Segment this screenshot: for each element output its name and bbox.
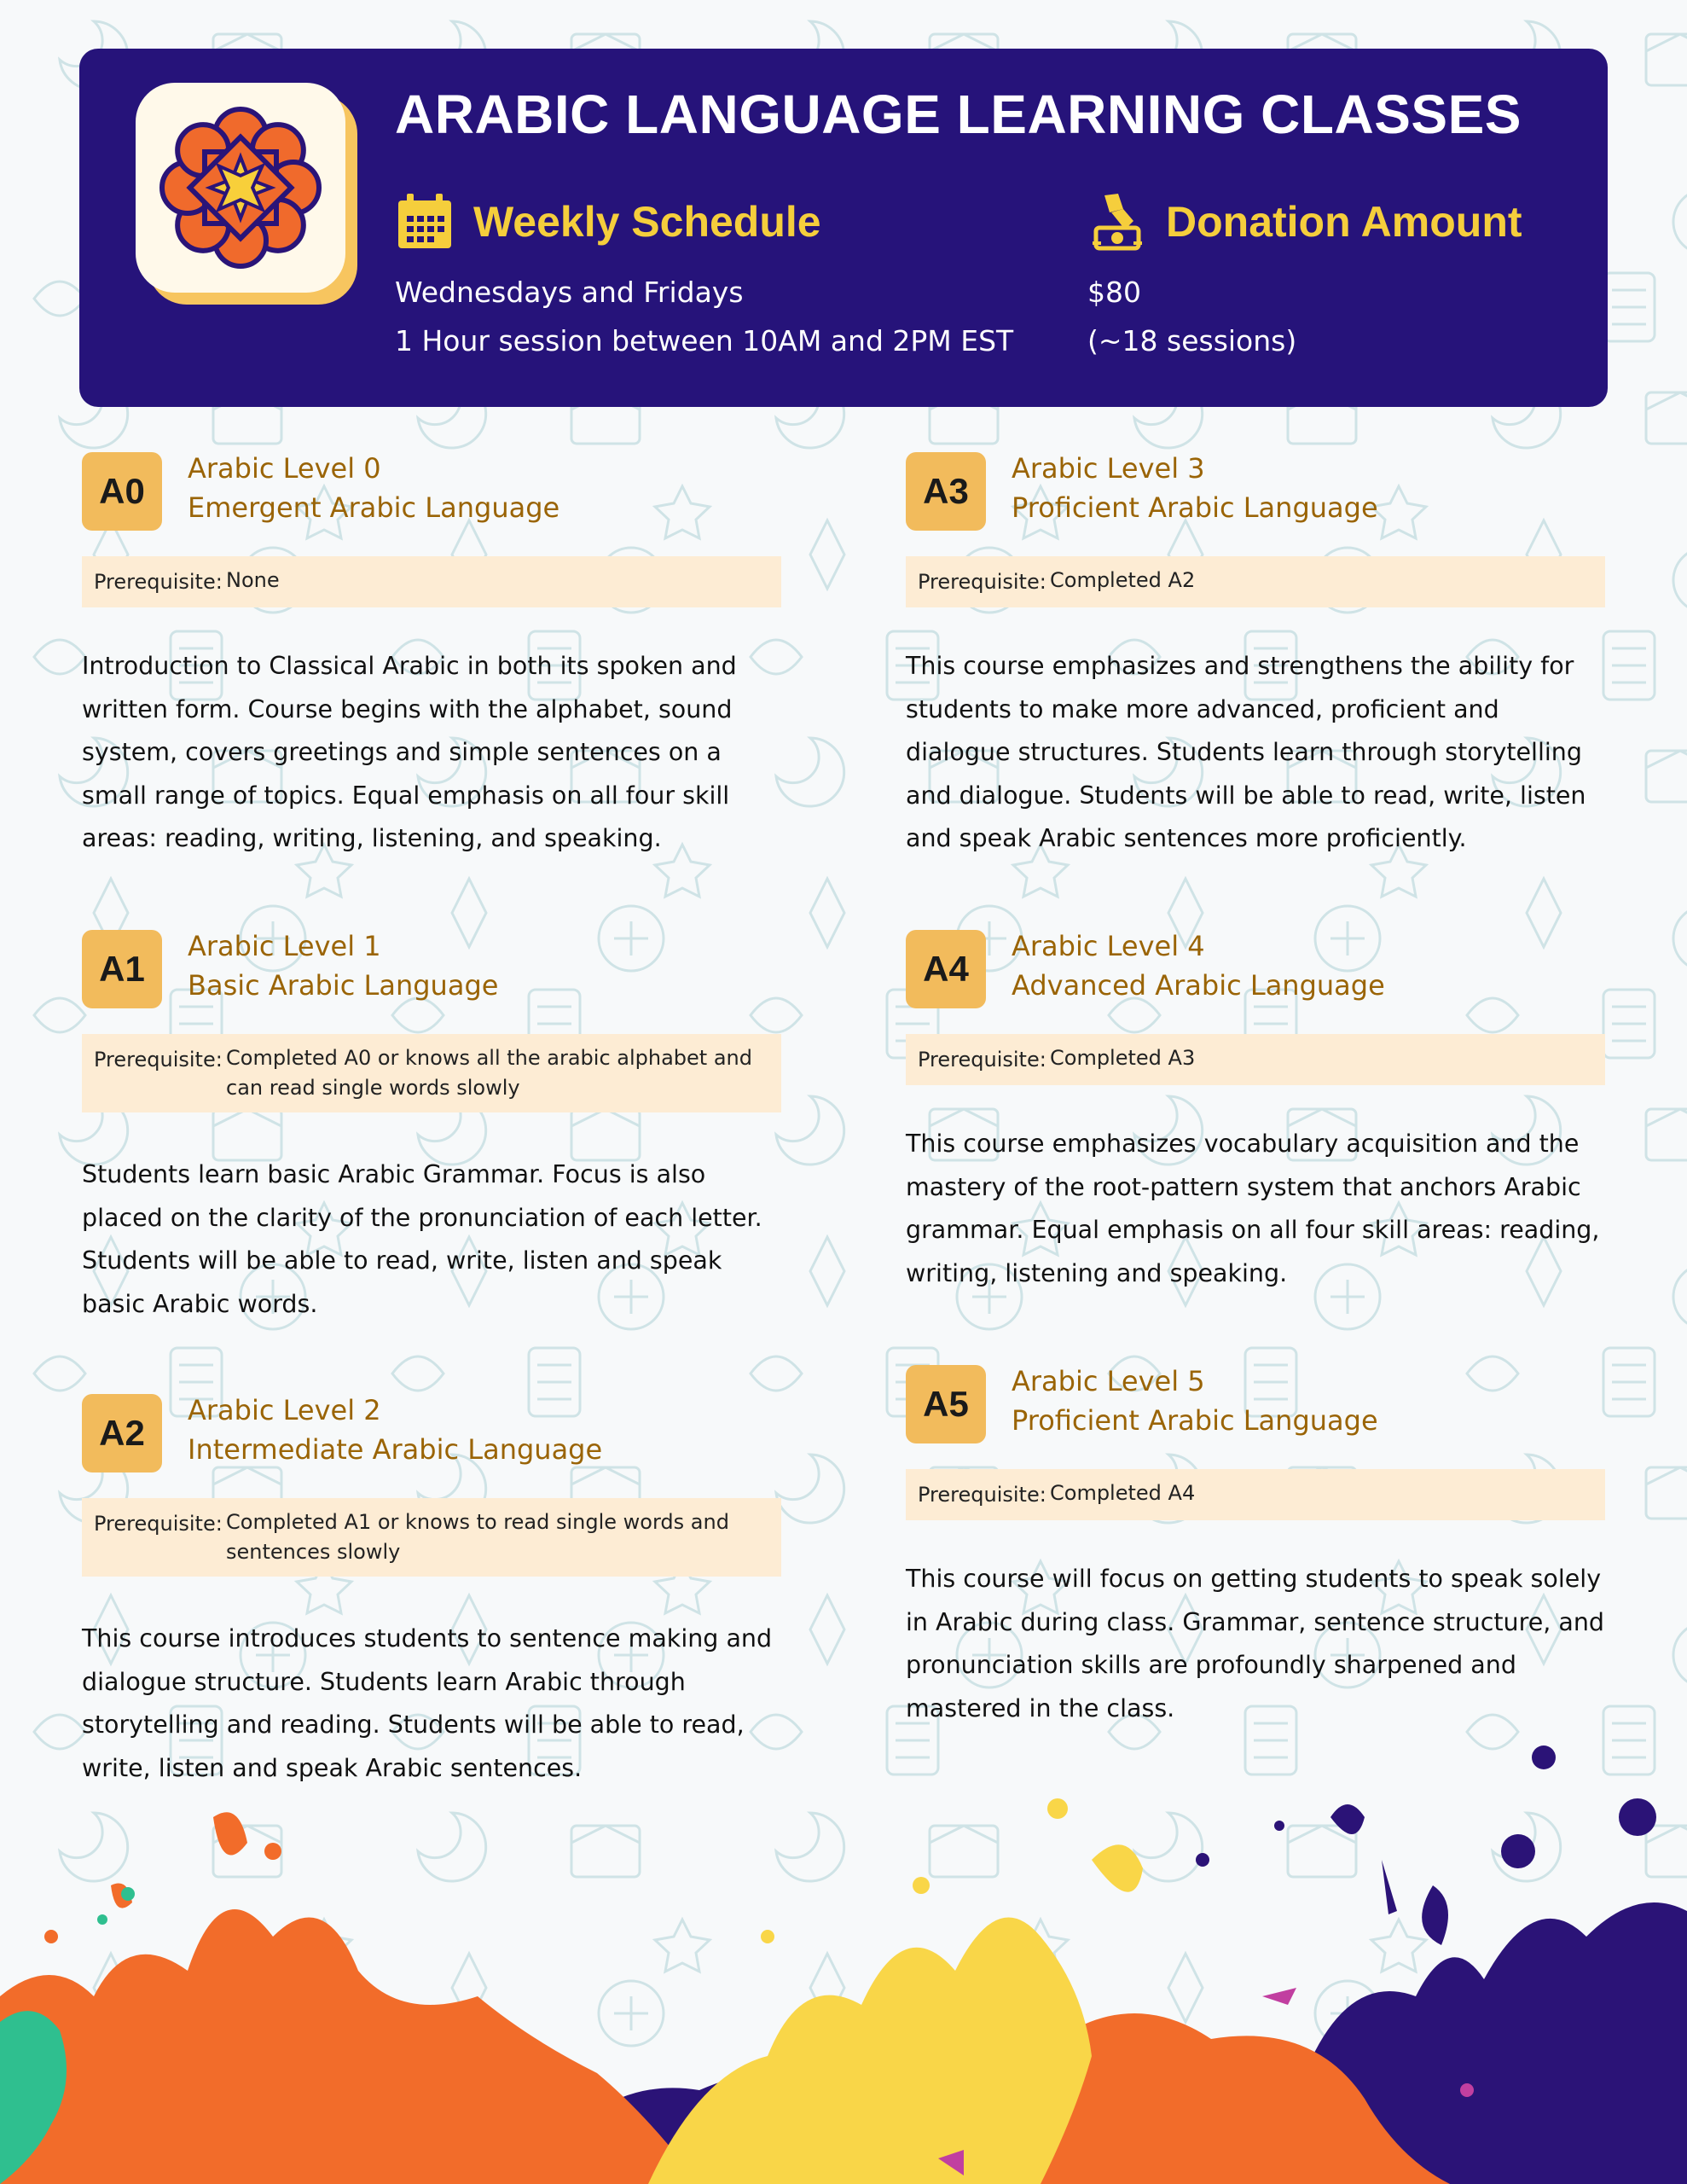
- weekly-schedule-block: [395, 192, 1013, 357]
- prerequisite-value: Completed A0 or knows all the arabic alphabet and can read single words slowly: [226, 1046, 752, 1100]
- header-banner: [79, 49, 1608, 407]
- level-subtitle: Basic Arabic Language: [188, 969, 499, 1002]
- prerequisite-value: Completed A4: [1050, 1481, 1196, 1505]
- level-badge: A0: [82, 452, 162, 531]
- level-name: Arabic Level 0: [188, 452, 381, 485]
- prerequisite-label: Prerequisite:: [94, 1512, 223, 1536]
- course-description: Students learn basic Arabic Grammar. Focus is also placed on the clarity of the pronunciation of each letter. Students will be able to read, write, listen and speak basic Arabic words.: [82, 1160, 762, 1318]
- prerequisite-label: Prerequisite:: [918, 570, 1046, 594]
- level-name: Arabic Level 1: [188, 930, 381, 962]
- geometric-star-logo-icon: [151, 98, 330, 277]
- course-description: This course emphasizes vocabulary acquisition and the mastery of the root-pattern system that anchors Arabic grammar. Equal emphasis on all four skill areas: reading, writing, listening and speaking.: [906, 1130, 1600, 1287]
- prerequisite-label: Prerequisite:: [918, 1048, 1046, 1072]
- level-subtitle: Emergent Arabic Language: [188, 491, 560, 524]
- prerequisite-value: None: [226, 568, 280, 592]
- prerequisite-label: Prerequisite:: [918, 1483, 1046, 1507]
- prerequisite-value: Completed A2: [1050, 568, 1196, 592]
- page-title: ARABIC LANGUAGE LEARNING CLASSES: [395, 84, 1522, 145]
- course-description: This course will focus on getting students to speak solely in Arabic during class. Grammar, sentence structure, and pronunciation skills are profoundly sharpened and mastered in the class.: [906, 1565, 1604, 1722]
- logo: [136, 83, 357, 305]
- schedule-days: Wednesdays and Fridays: [395, 276, 744, 309]
- level-subtitle: Proficient Arabic Language: [1012, 491, 1378, 524]
- donation-hand-icon: [1087, 192, 1147, 252]
- level-badge: A4: [906, 930, 986, 1008]
- level-badge: A1: [82, 930, 162, 1008]
- level-badge: A3: [906, 452, 986, 531]
- level-subtitle: Intermediate Arabic Language: [188, 1433, 603, 1466]
- level-name: Arabic Level 3: [1012, 452, 1205, 485]
- course-description: This course emphasizes and strengthens the ability for students to make more advanced, proficient and dialogue structures. Students learn through storytelling and dialogue. Students will be able to read, write, listen and speak Arabic sentences more proficiently.: [906, 652, 1586, 852]
- schedule-time: 1 Hour session between 10AM and 2PM EST: [395, 324, 1014, 357]
- level-subtitle: Advanced Arabic Language: [1012, 969, 1385, 1002]
- level-badge: A2: [82, 1394, 162, 1472]
- prerequisite-box: [906, 1469, 1605, 1520]
- prerequisite-value: Completed A3: [1050, 1046, 1196, 1070]
- level-name: Arabic Level 4: [1012, 930, 1205, 962]
- donation-heading: Donation Amount: [1166, 198, 1522, 246]
- level-name: Arabic Level 2: [188, 1394, 381, 1426]
- course-description: This course introduces students to sentence making and dialogue structure. Students learn Arabic through storytelling and reading. Students will be able to read, write, listen and speak Arabic sentences.: [82, 1624, 773, 1782]
- prerequisite-label: Prerequisite:: [94, 570, 223, 594]
- donation-sessions: (~18 sessions): [1087, 324, 1297, 357]
- level-badge: A5: [906, 1365, 986, 1443]
- donation-amount: $80: [1087, 276, 1141, 309]
- prerequisite-box: [82, 556, 781, 607]
- course-description: Introduction to Classical Arabic in both its spoken and written form. Course begins with the alphabet, sound system, covers greetings and simple sentences on a small range of topics. Equal emphasis on all four skill areas: reading, writing, listening, and speaking.: [82, 652, 737, 852]
- prerequisite-label: Prerequisite:: [94, 1048, 223, 1072]
- weekly-schedule-heading: Weekly Schedule: [473, 198, 821, 246]
- prerequisite-value: Completed A1 or knows to read single words and sentences slowly: [226, 1510, 729, 1564]
- level-subtitle: Proficient Arabic Language: [1012, 1404, 1378, 1437]
- prerequisite-box: [82, 1498, 781, 1577]
- prerequisite-box: [906, 1034, 1605, 1085]
- donation-block: [1087, 192, 1522, 357]
- level-name: Arabic Level 5: [1012, 1365, 1205, 1397]
- prerequisite-box: [82, 1034, 781, 1112]
- calendar-icon: [395, 192, 455, 252]
- prerequisite-box: [906, 556, 1605, 607]
